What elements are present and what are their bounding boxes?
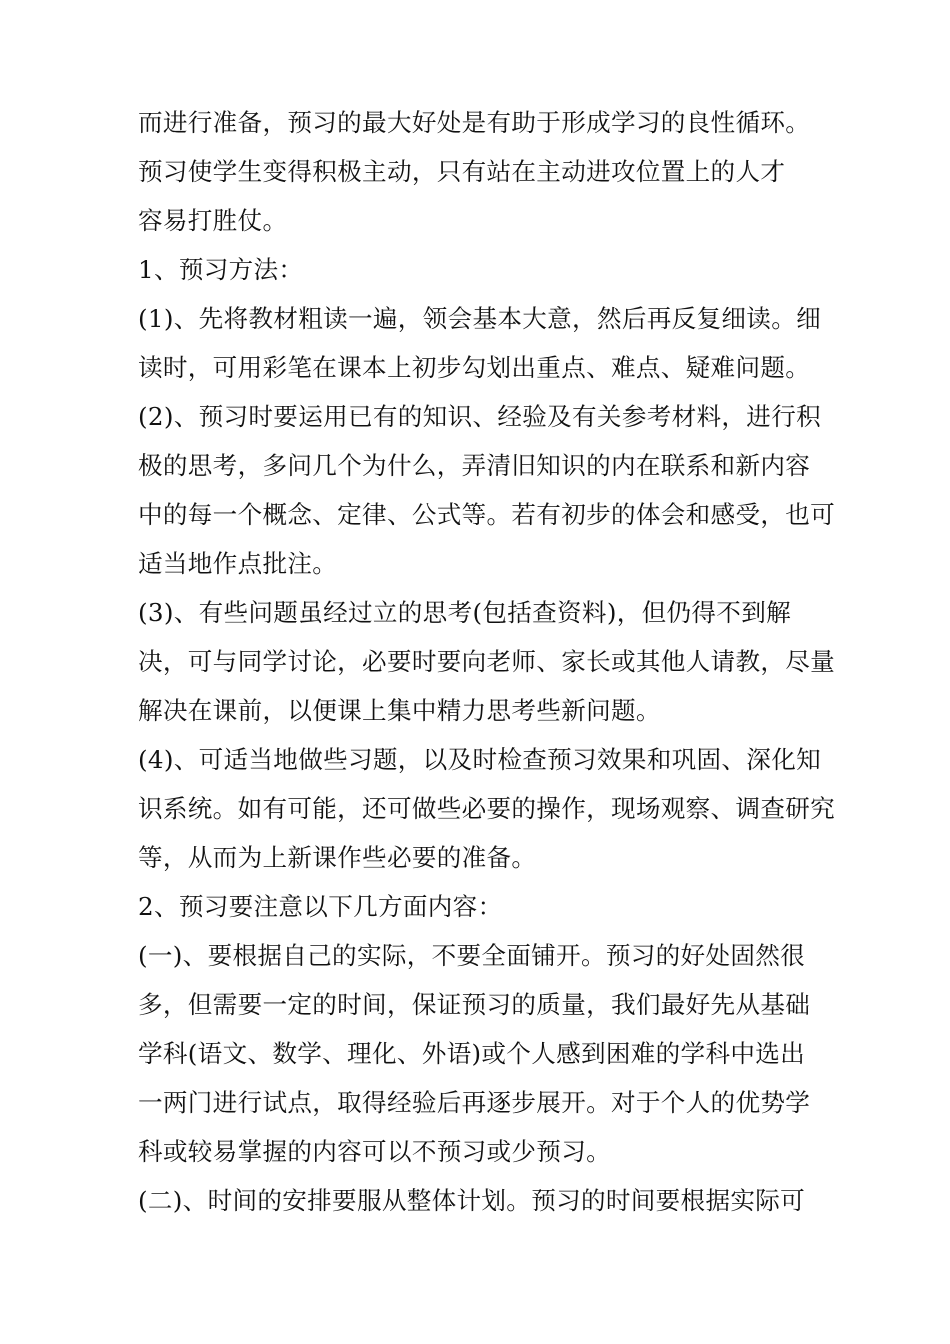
- text-line: (二)、时间的安排要服从整体计划。预习的时间要根据实际可: [138, 1186, 806, 1215]
- text-line: 科或较易掌握的内容可以不预习或少预习。: [138, 1137, 611, 1166]
- text-line: 读时，可用彩笔在课本上初步勾划出重点、难点、疑难问题。: [138, 353, 811, 382]
- document-body: [138, 98, 836, 1225]
- text-line: 识系统。如有可能，还可做些必要的操作，现场观察、调查研究: [138, 794, 836, 823]
- text-line: 决，可与同学讨论，必要时要向老师、家长或其他人请教，尽量: [138, 647, 836, 676]
- text-line: 适当地作点批注。: [138, 549, 338, 578]
- text-line: 而进行准备，预习的最大好处是有助于形成学习的良性循环。: [138, 108, 811, 137]
- text-line: 一两门进行试点，取得经验后再逐步展开。对于个人的优势学: [138, 1088, 811, 1117]
- section-heading-1: 1、预习方法：: [138, 255, 304, 284]
- text-line: 等，从而为上新课作些必要的准备。: [138, 843, 537, 872]
- text-line: (1)、先将教材粗读一遍，领会基本大意，然后再反复细读。细: [138, 304, 821, 333]
- text-line: 极的思考，多问几个为什么，弄清旧知识的内在联系和新内容: [138, 451, 811, 480]
- text-line: (一)、要根据自己的实际，不要全面铺开。预习的好处固然很: [138, 941, 806, 970]
- text-line: 预习使学生变得积极主动，只有站在主动进攻位置上的人才: [138, 157, 786, 186]
- text-line: (2)、预习时要运用已有的知识、经验及有关参考材料，进行积: [138, 402, 821, 431]
- text-line: 容易打胜仗。: [138, 206, 288, 235]
- text-line: 解决在课前，以便课上集中精力思考些新问题。: [138, 696, 661, 725]
- text-line: 中的每一个概念、定律、公式等。若有初步的体会和感受，也可: [138, 500, 836, 529]
- section-heading-2: 2、预习要注意以下几方面内容：: [138, 892, 503, 921]
- text-line: (4)、可适当地做些习题，以及时检查预习效果和巩固、深化知: [138, 745, 821, 774]
- text-line: (3)、有些问题虽经过立的思考(包括查资料)，但仍得不到解: [138, 598, 791, 627]
- text-line: 多，但需要一定的时间，保证预习的质量，我们最好先从基础: [138, 990, 811, 1019]
- text-line: 学科(语文、数学、理化、外语)或个人感到困难的学科中选出: [138, 1039, 806, 1068]
